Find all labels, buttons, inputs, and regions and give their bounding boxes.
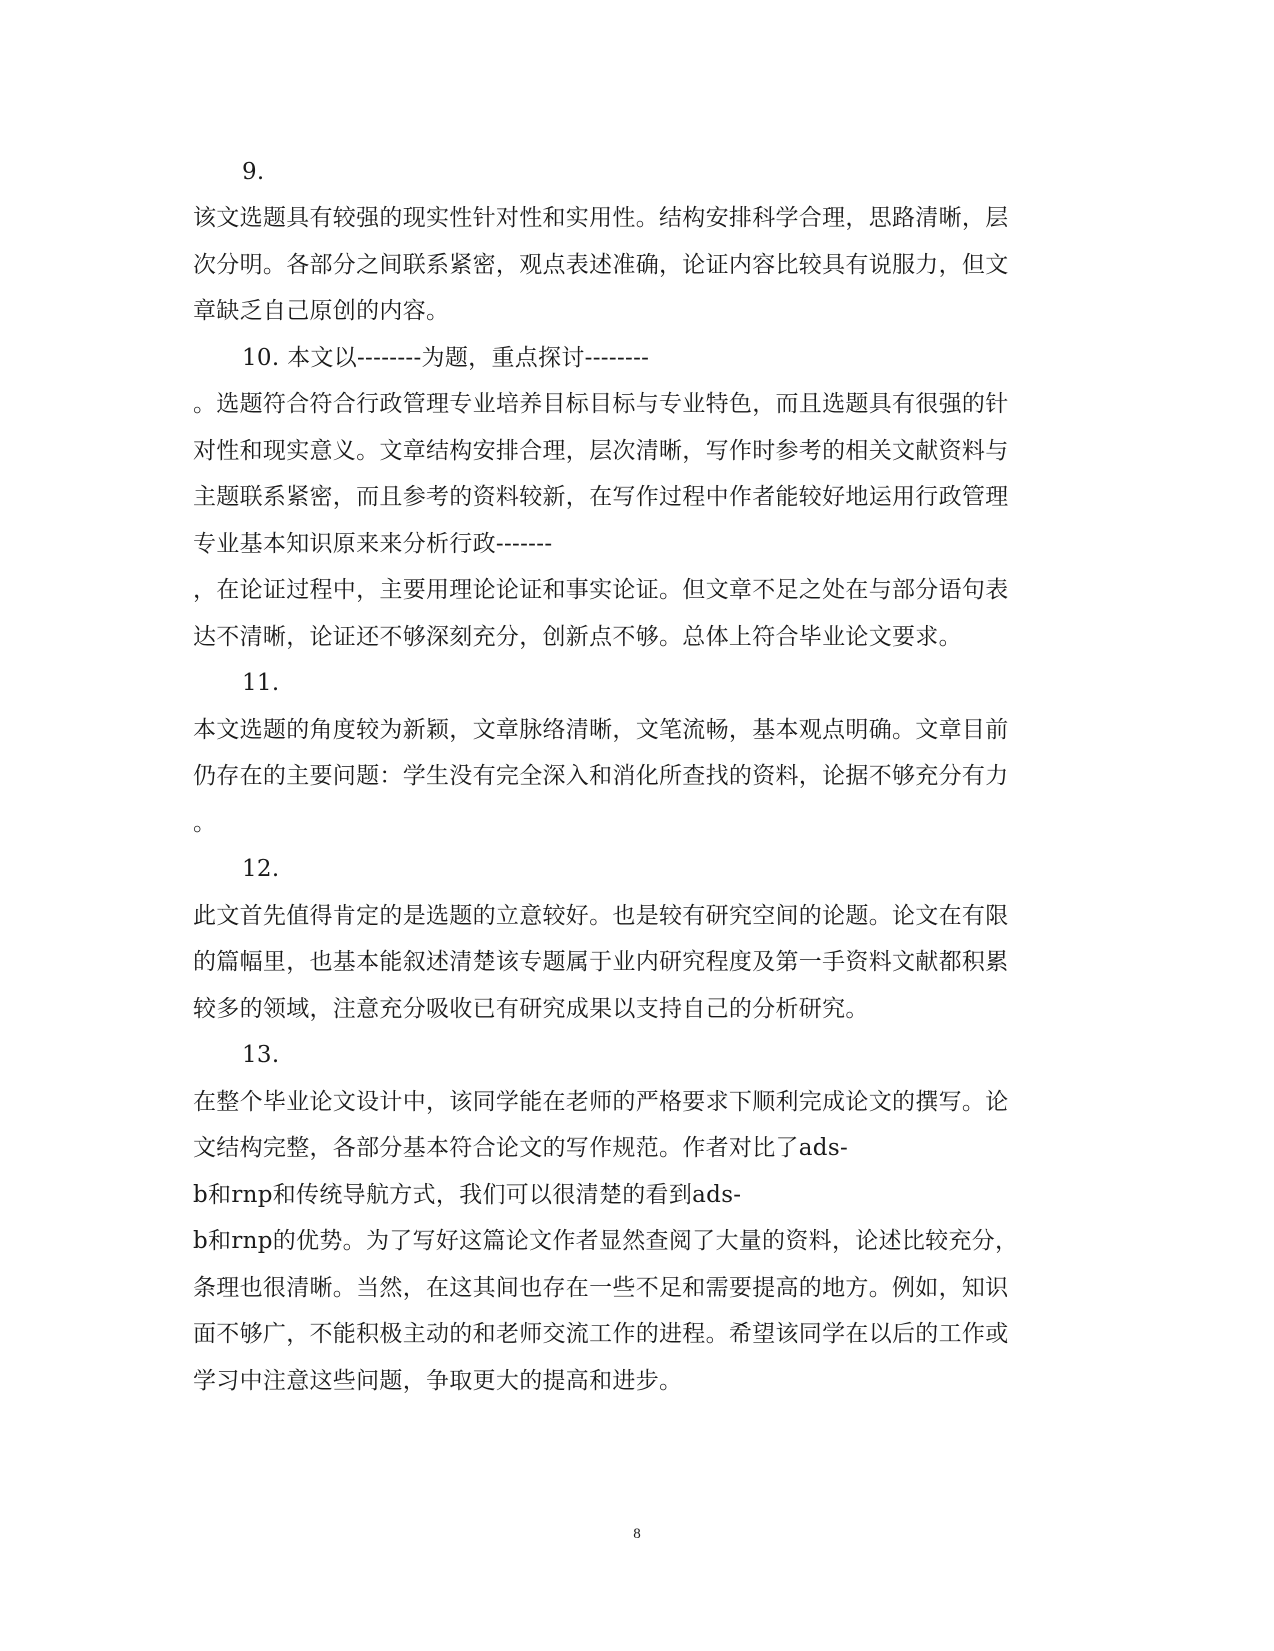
paragraph-line: b和rnp的优势。为了写好这篇论文作者显然查阅了大量的资料，论述比较充分， bbox=[193, 1228, 1019, 1254]
paragraph-line: 主题联系紧密，而且参考的资料较新，在写作过程中作者能较好地运用行政管理 bbox=[193, 484, 1009, 510]
paragraph-line: ，在论证过程中，主要用理论论证和事实论证。但文章不足之处在与部分语句表 bbox=[193, 577, 1009, 603]
paragraph-line: 章缺乏自己原创的内容。 bbox=[193, 298, 450, 324]
paragraph-line: 在整个毕业论文设计中，该同学能在老师的严格要求下顺利完成论文的撰写。论 bbox=[193, 1089, 1009, 1115]
paragraph-line: 对性和现实意义。文章结构安排合理，层次清晰，写作时参考的相关文献资料与 bbox=[193, 438, 1009, 464]
paragraph-line: 的篇幅里，也基本能叙述清楚该专题属于业内研究程度及第一手资料文献都积累 bbox=[193, 949, 1009, 975]
paragraph-line: 条理也很清晰。当然，在这其间也存在一些不足和需要提高的地方。例如，知识 bbox=[193, 1275, 1009, 1301]
paragraph-line: 该文选题具有较强的现实性针对性和实用性。结构安排科学合理，思路清晰，层 bbox=[193, 205, 1009, 231]
item-number-13: 13. bbox=[242, 1042, 280, 1068]
paragraph-line: 专业基本知识原来来分析行政------- bbox=[193, 531, 553, 557]
paragraph-line: 。 bbox=[193, 810, 217, 836]
paragraph-line: 仍存在的主要问题：学生没有完全深入和消化所查找的资料，论据不够充分有力 bbox=[193, 763, 1009, 789]
paragraph-line: 学习中注意这些问题，争取更大的提高和进步。 bbox=[193, 1368, 683, 1394]
item-number-12: 12. bbox=[242, 856, 280, 882]
item-number-10: 10. 本文以--------为题，重点探讨-------- bbox=[242, 345, 650, 371]
paragraph-line: 本文选题的角度较为新颖，文章脉络清晰，文笔流畅，基本观点明确。文章目前 bbox=[193, 717, 1009, 743]
paragraph-line: 文结构完整，各部分基本符合论文的写作规范。作者对比了ads- bbox=[193, 1135, 849, 1161]
paragraph-line: 。选题符合符合行政管理专业培养目标目标与专业特色，而且选题具有很强的针 bbox=[193, 391, 1009, 417]
item-number-9: 9. bbox=[242, 159, 265, 185]
page-number: 8 bbox=[633, 1526, 641, 1542]
item-number-11: 11. bbox=[242, 670, 280, 696]
paragraph-line: 面不够广，不能积极主动的和老师交流工作的进程。希望该同学在以后的工作或 bbox=[193, 1321, 1009, 1347]
paragraph-line: 较多的领域，注意充分吸收已有研究成果以支持自己的分析研究。 bbox=[193, 996, 869, 1022]
paragraph-line: 此文首先值得肯定的是选题的立意较好。也是较有研究空间的论题。论文在有限 bbox=[193, 903, 1009, 929]
paragraph-line: 次分明。各部分之间联系紧密，观点表述准确，论证内容比较具有说服力，但文 bbox=[193, 252, 1009, 278]
paragraph-line: b和rnp和传统导航方式，我们可以很清楚的看到ads- bbox=[193, 1182, 742, 1208]
paragraph-line: 达不清晰，论证还不够深刻充分，创新点不够。总体上符合毕业论文要求。 bbox=[193, 624, 962, 650]
